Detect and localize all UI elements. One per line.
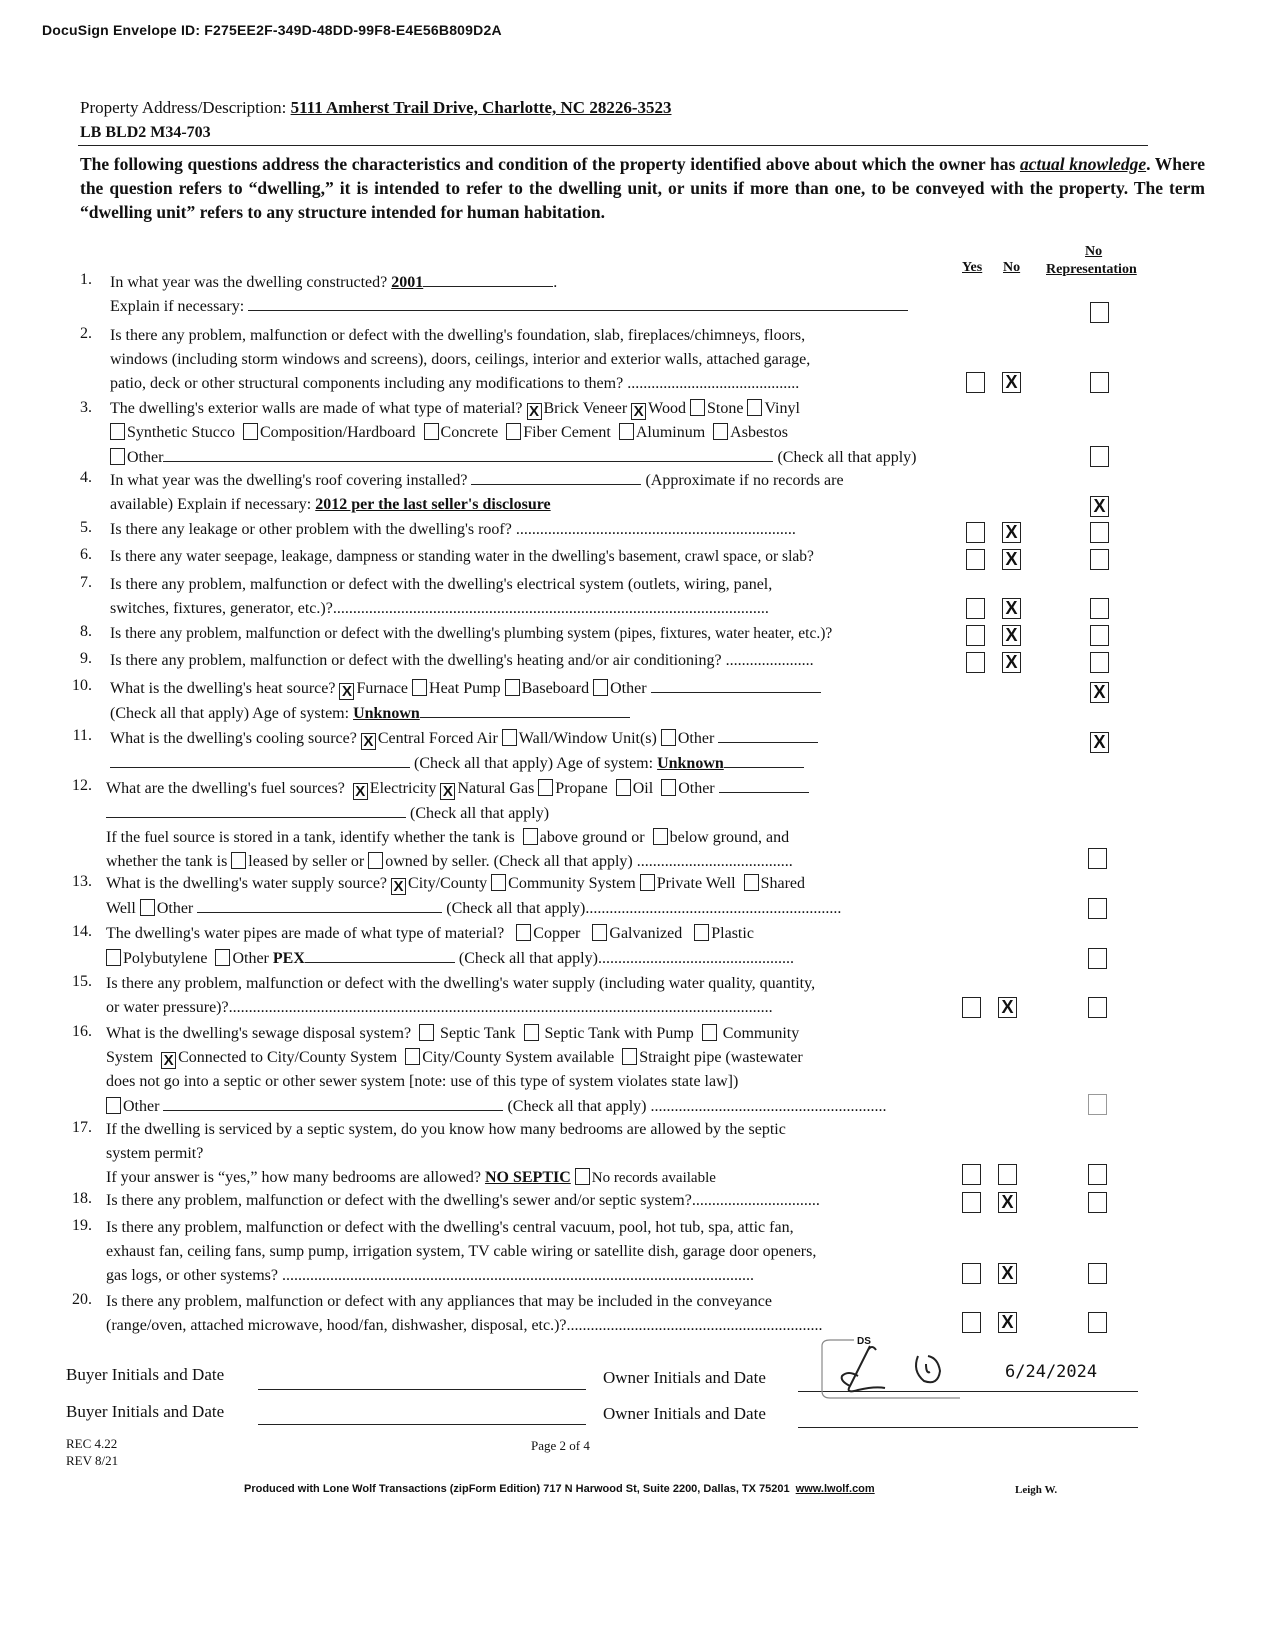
community-system-checkbox[interactable] bbox=[491, 874, 506, 891]
copper-checkbox[interactable] bbox=[516, 924, 531, 941]
q8-norep-checkbox[interactable] bbox=[1090, 625, 1109, 646]
q14-check-all: (Check all that apply)................................................. bbox=[458, 950, 794, 967]
q3-norep-checkbox[interactable] bbox=[1090, 446, 1109, 467]
owner-sign-date: 6/24/2024 bbox=[1005, 1362, 1098, 1382]
q7-text bbox=[110, 573, 945, 621]
natural-gas-checkbox[interactable]: X bbox=[440, 783, 455, 800]
q16-question: What is the dwelling's sewage disposal system? bbox=[106, 1025, 412, 1042]
q4-text bbox=[110, 468, 960, 517]
brick-veneer-checkbox[interactable]: X bbox=[527, 403, 542, 420]
q3-question: The dwelling's exterior walls are made of what type of material? bbox=[110, 400, 523, 417]
owner-initials-label-2: Owner Initials and Date bbox=[603, 1404, 766, 1423]
wood-label: Wood bbox=[648, 400, 686, 417]
q17-text bbox=[106, 1118, 951, 1190]
q2-no-checkbox[interactable]: X bbox=[1002, 372, 1021, 393]
q11-age: Unknown bbox=[657, 755, 724, 772]
property-address-value: 5111 Amherst Trail Drive, Charlotte, NC 28226-3523 bbox=[290, 98, 672, 117]
private-well-label: Private Well bbox=[656, 875, 736, 892]
q12-other-label: Other bbox=[678, 780, 715, 797]
q9-no-checkbox[interactable]: X bbox=[1002, 652, 1021, 673]
copper-label: Copper bbox=[533, 925, 581, 942]
property-address bbox=[80, 98, 671, 118]
q19-no-checkbox[interactable]: X bbox=[998, 1263, 1017, 1284]
q1-explain bbox=[110, 294, 908, 319]
q1-explain-line[interactable] bbox=[248, 294, 908, 311]
q20-text bbox=[106, 1290, 946, 1338]
q14-text bbox=[106, 922, 956, 971]
q12-check-all: (Check all that apply) bbox=[410, 805, 550, 822]
concrete-checkbox[interactable] bbox=[424, 423, 439, 440]
propane-label: Propane bbox=[555, 780, 608, 797]
oil-checkbox[interactable] bbox=[616, 779, 631, 796]
q15-line-1: Is there any problem, malfunction or defect with the dwelling's water supply (including water quality, quantity, bbox=[106, 975, 816, 992]
col-norep-header-1: No bbox=[1085, 244, 1103, 259]
electricity-label: Electricity bbox=[369, 780, 437, 797]
q3-other-label: Other bbox=[127, 449, 164, 466]
q2-line-2: windows (including storm windows and screens), doors, ceilings, interior and exterior walls, attached garage, bbox=[110, 351, 811, 368]
city-county-label: City/County bbox=[408, 875, 488, 892]
q19-yes-checkbox[interactable] bbox=[962, 1263, 981, 1284]
q14-norep-checkbox[interactable] bbox=[1088, 948, 1107, 969]
propane-checkbox[interactable] bbox=[538, 779, 553, 796]
heat-pump-checkbox[interactable] bbox=[412, 679, 427, 696]
q15-yes-checkbox[interactable] bbox=[962, 997, 981, 1018]
q7-yes-checkbox[interactable] bbox=[966, 598, 985, 619]
q4-norep-checkbox[interactable]: X bbox=[1090, 496, 1109, 517]
connected-city-sewer-checkbox[interactable]: X bbox=[161, 1052, 176, 1069]
community-system-label: Community System bbox=[508, 875, 636, 892]
q10-number: 10. bbox=[72, 677, 92, 694]
city-system-available-checkbox[interactable] bbox=[405, 1048, 420, 1065]
baseboard-checkbox[interactable] bbox=[505, 679, 520, 696]
q8-text: Is there any problem, malfunction or defect with the dwelling's plumbing system (pipes, fixtures, water heater, etc.)? bbox=[110, 625, 833, 642]
leased-label: leased by seller or bbox=[248, 853, 365, 870]
composition-label: Composition/Hardboard bbox=[259, 424, 416, 441]
owner-initials-line-2[interactable] bbox=[798, 1427, 1138, 1428]
furnace-label: Furnace bbox=[356, 680, 409, 697]
polybutylene-label: Polybutylene bbox=[123, 950, 208, 967]
user-initials: Leigh W. bbox=[1015, 1484, 1058, 1496]
q13-check-all: (Check all that apply)................................................................ bbox=[446, 900, 842, 917]
system-label: System bbox=[106, 1049, 154, 1066]
q14-other-label: Other bbox=[232, 950, 269, 967]
q17-yes-checkbox[interactable] bbox=[962, 1164, 981, 1185]
q2-yes-checkbox[interactable] bbox=[966, 372, 985, 393]
q1-norep-checkbox[interactable] bbox=[1090, 302, 1109, 323]
below-ground-label: below ground, and bbox=[669, 829, 790, 846]
q10-other-checkbox[interactable] bbox=[593, 679, 608, 696]
wall-unit-label: Wall/Window Unit(s) bbox=[518, 730, 657, 747]
q2-number: 2. bbox=[80, 325, 92, 342]
owner-initials-signature bbox=[820, 1336, 970, 1404]
q18-text: Is there any problem, malfunction or defect with the dwelling's sewer and/or septic system?................................ bbox=[106, 1192, 820, 1209]
q11-other-line-2[interactable] bbox=[110, 751, 410, 768]
q16-text bbox=[106, 1022, 951, 1119]
q5-no-checkbox[interactable]: X bbox=[1002, 522, 1021, 543]
q15-text bbox=[106, 972, 946, 1020]
q19-line-3: gas logs, or other systems? ...................................................................................................................... bbox=[106, 1267, 754, 1284]
form-revision: REV 8/21 bbox=[66, 1453, 119, 1468]
well-label: Well bbox=[106, 900, 136, 917]
vinyl-checkbox[interactable] bbox=[747, 399, 762, 416]
buyer-initials-line-2[interactable] bbox=[258, 1424, 586, 1425]
city-county-checkbox[interactable]: X bbox=[391, 878, 406, 895]
page-number: Page 2 of 4 bbox=[531, 1438, 590, 1453]
baseboard-label: Baseboard bbox=[521, 680, 590, 697]
q15-norep-checkbox[interactable] bbox=[1088, 997, 1107, 1018]
q20-no-checkbox[interactable]: X bbox=[998, 1312, 1017, 1333]
producer-footer bbox=[244, 1483, 875, 1495]
q12-norep-checkbox[interactable] bbox=[1088, 848, 1107, 869]
galvanized-label: Galvanized bbox=[609, 925, 683, 942]
docusign-envelope-id: DocuSign Envelope ID: F275EE2F-349D-48DD-99F8-E4E56B809D2A bbox=[42, 22, 502, 38]
q7-no-checkbox[interactable]: X bbox=[1002, 598, 1021, 619]
q14-other-checkbox[interactable] bbox=[215, 949, 230, 966]
heat-pump-label: Heat Pump bbox=[429, 680, 501, 697]
polybutylene-checkbox[interactable] bbox=[106, 949, 121, 966]
vinyl-label: Vinyl bbox=[764, 400, 800, 417]
q19-norep-checkbox[interactable] bbox=[1088, 1263, 1107, 1284]
q4-explain-label: available) Explain if necessary: bbox=[110, 496, 312, 513]
form-number: REC 4.22 bbox=[66, 1436, 118, 1451]
q11-text bbox=[110, 726, 960, 776]
q20-norep-checkbox[interactable] bbox=[1088, 1312, 1107, 1333]
q2-line-1: Is there any problem, malfunction or defect with the dwelling's foundation, slab, fireplaces/chimneys, floors, bbox=[110, 327, 806, 344]
septic-pump-checkbox[interactable] bbox=[524, 1024, 539, 1041]
plastic-checkbox[interactable] bbox=[694, 924, 709, 941]
fiber-cement-checkbox[interactable] bbox=[506, 423, 521, 440]
wall-unit-checkbox[interactable] bbox=[502, 729, 517, 746]
q17-norep-checkbox[interactable] bbox=[1088, 1164, 1107, 1185]
q15-number: 15. bbox=[72, 973, 92, 990]
q11-number: 11. bbox=[72, 727, 92, 744]
aluminum-checkbox[interactable] bbox=[619, 423, 634, 440]
property-description: LB BLD2 M34-703 bbox=[80, 124, 211, 141]
q19-text bbox=[106, 1216, 946, 1288]
q18-yes-checkbox[interactable] bbox=[962, 1192, 981, 1213]
fiber-cement-label: Fiber Cement bbox=[523, 424, 611, 441]
q3-text bbox=[110, 397, 960, 470]
q11-age-line bbox=[724, 751, 804, 768]
straight-pipe-label: Straight pipe (wastewater bbox=[639, 1049, 803, 1066]
buyer-initials-label-1: Buyer Initials and Date bbox=[66, 1365, 225, 1384]
q10-text bbox=[110, 676, 960, 726]
q9-norep-checkbox[interactable] bbox=[1090, 652, 1109, 673]
oil-label: Oil bbox=[632, 780, 654, 797]
septic-pump-label: Septic Tank with Pump bbox=[544, 1025, 694, 1042]
q12-question: What are the dwelling's fuel sources? bbox=[106, 780, 345, 797]
intro-text-1: The following questions address the characteristics and condition of the property identified above about which the owner has bbox=[80, 154, 1016, 174]
q11-question: What is the dwelling's cooling source? bbox=[110, 730, 357, 747]
below-ground-checkbox[interactable] bbox=[653, 828, 668, 845]
q8-number: 8. bbox=[80, 623, 92, 640]
q1-question: In what year was the dwelling constructed? bbox=[110, 274, 388, 291]
galvanized-checkbox[interactable] bbox=[592, 924, 607, 941]
q14-number: 14. bbox=[72, 923, 92, 940]
shared-checkbox[interactable] bbox=[744, 874, 759, 891]
col-yes-header: Yes bbox=[962, 260, 983, 275]
q10-other-label: Other bbox=[610, 680, 647, 697]
q16-note: does not go into a septic or other sewer system [note: use of this type of system violates state law]) bbox=[106, 1073, 739, 1090]
q7-line-2: switches, fixtures, generator, etc.)?............................................................................................................. bbox=[110, 600, 769, 617]
q12-text bbox=[106, 776, 956, 874]
q3-other-line[interactable] bbox=[163, 445, 773, 462]
no-records-label: No records available bbox=[591, 1170, 716, 1186]
q11-other-checkbox[interactable] bbox=[661, 729, 676, 746]
q7-line-1: Is there any problem, malfunction or defect with the dwelling's electrical system (outlets, wiring, panel, bbox=[110, 576, 773, 593]
q1-answer: 2001 bbox=[391, 274, 424, 291]
q10-age: Unknown bbox=[353, 705, 420, 722]
q18-number: 18. bbox=[72, 1190, 92, 1207]
property-label: Property Address/Description: bbox=[80, 98, 287, 117]
central-forced-air-checkbox[interactable]: X bbox=[361, 733, 376, 750]
q12-other-line[interactable] bbox=[719, 776, 809, 793]
owned-label: owned by seller. (Check all that apply) ....................................... bbox=[385, 853, 793, 870]
q17-line-1: If the dwelling is serviced by a septic system, do you know how many bedrooms are allowed by the septic bbox=[106, 1121, 786, 1138]
septic-tank-checkbox[interactable] bbox=[419, 1024, 434, 1041]
brick-veneer-label: Brick Veneer bbox=[543, 400, 628, 417]
community-sewer-label: Community bbox=[722, 1025, 800, 1042]
q17-line-3: If your answer is “yes,” how many bedrooms are allowed? bbox=[106, 1169, 481, 1186]
plastic-label: Plastic bbox=[711, 925, 754, 942]
owner-initials-label-1: Owner Initials and Date bbox=[603, 1368, 766, 1387]
q7-number: 7. bbox=[80, 574, 92, 591]
q10-other-line[interactable] bbox=[651, 676, 821, 693]
q13-other-label: Other bbox=[156, 900, 194, 917]
concrete-label: Concrete bbox=[440, 424, 499, 441]
central-forced-air-label: Central Forced Air bbox=[377, 730, 498, 747]
q6-text: Is there any water seepage, leakage, dampness or standing water in the dwelling's basement, crawl space, or slab? bbox=[110, 548, 814, 565]
q17-number: 17. bbox=[72, 1119, 92, 1136]
q1-number: 1. bbox=[80, 271, 92, 288]
aluminum-label: Aluminum bbox=[635, 424, 706, 441]
community-sewer-checkbox[interactable] bbox=[702, 1024, 717, 1041]
q11-age-label: (Check all that apply) Age of system: bbox=[414, 755, 654, 772]
q4-number: 4. bbox=[80, 469, 92, 486]
q16-other-line[interactable] bbox=[163, 1094, 503, 1111]
q9-yes-checkbox[interactable] bbox=[966, 652, 985, 673]
electricity-checkbox[interactable]: X bbox=[353, 783, 368, 800]
q6-no-checkbox[interactable]: X bbox=[1002, 549, 1021, 570]
q5-yes-checkbox[interactable] bbox=[966, 522, 985, 543]
q4-answer: 2012 per the last seller's disclosure bbox=[315, 496, 551, 513]
q20-number: 20. bbox=[72, 1291, 92, 1308]
stone-label: Stone bbox=[707, 400, 744, 417]
q10-age-label: (Check all that apply) Age of system: bbox=[110, 705, 350, 722]
q3-number: 3. bbox=[80, 399, 92, 416]
q12-number: 12. bbox=[72, 777, 92, 794]
col-no-header: No bbox=[1003, 260, 1021, 275]
owned-checkbox[interactable] bbox=[368, 852, 383, 869]
q17-line-2: system permit? bbox=[106, 1145, 204, 1162]
q5-text: Is there any leakage or other problem with the dwelling's roof? ...................................................................... bbox=[110, 521, 796, 538]
q6-norep-checkbox[interactable] bbox=[1090, 549, 1109, 570]
private-well-checkbox[interactable] bbox=[640, 874, 655, 891]
intro-emphasis: actual knowledge bbox=[1019, 154, 1147, 174]
no-records-checkbox[interactable] bbox=[575, 1168, 590, 1185]
intro-paragraph bbox=[80, 152, 1205, 224]
q10-question: What is the dwelling's heat source? bbox=[110, 680, 336, 697]
q8-no-checkbox[interactable]: X bbox=[1002, 625, 1021, 646]
q16-check-all: (Check all that apply) ........................................................... bbox=[507, 1098, 887, 1115]
q12-other-line-2[interactable] bbox=[106, 801, 406, 818]
straight-pipe-checkbox[interactable] bbox=[622, 1048, 637, 1065]
q7-norep-checkbox[interactable] bbox=[1090, 598, 1109, 619]
q3-other-checkbox[interactable] bbox=[110, 448, 125, 465]
q16-norep-checkbox[interactable] bbox=[1088, 1094, 1107, 1115]
q14-other-value: PEX bbox=[272, 950, 305, 967]
composition-checkbox[interactable] bbox=[243, 423, 258, 440]
q14-question: The dwelling's water pipes are made of what type of material? bbox=[106, 925, 505, 942]
synthetic-stucco-checkbox[interactable] bbox=[110, 423, 125, 440]
q16-number: 16. bbox=[72, 1023, 92, 1040]
q2-norep-checkbox[interactable] bbox=[1090, 372, 1109, 393]
connected-city-sewer-label: Connected to City/County System bbox=[178, 1049, 398, 1066]
q18-norep-checkbox[interactable] bbox=[1088, 1192, 1107, 1213]
q2-line-3: patio, deck or other structural components including any modifications to them? ........................................... bbox=[110, 375, 800, 392]
stone-checkbox[interactable] bbox=[690, 399, 705, 416]
q16-other-checkbox[interactable] bbox=[106, 1097, 121, 1114]
q16-other-label: Other bbox=[123, 1098, 160, 1115]
above-ground-label: above ground or bbox=[539, 829, 645, 846]
q5-number: 5. bbox=[80, 519, 92, 536]
q19-line-1: Is there any problem, malfunction or defect with the dwelling's central vacuum, pool, hot tub, spa, attic fan, bbox=[106, 1219, 794, 1236]
asbestos-label: Asbestos bbox=[730, 424, 788, 441]
q1-text: In what year was the dwelling constructed? 2001 . bbox=[110, 270, 557, 295]
q13-number: 13. bbox=[72, 873, 92, 890]
q13-other-line[interactable] bbox=[197, 896, 442, 913]
natural-gas-label: Natural Gas bbox=[457, 780, 535, 797]
furnace-checkbox[interactable]: X bbox=[339, 683, 354, 700]
q12-tank-owner: whether the tank is bbox=[106, 853, 228, 870]
address-rule bbox=[78, 145, 1148, 146]
col-norep-header-2: Representation bbox=[1046, 262, 1137, 277]
q12-tank-question: If the fuel source is stored in a tank, identify whether the tank is bbox=[106, 829, 515, 846]
q6-number: 6. bbox=[80, 546, 92, 563]
asbestos-checkbox[interactable] bbox=[713, 423, 728, 440]
q4-approx: (Approximate if no records are bbox=[645, 472, 844, 489]
q8-yes-checkbox[interactable] bbox=[966, 625, 985, 646]
q15-line-2: or water pressure)?........................................................................................................................................ bbox=[106, 999, 773, 1016]
above-ground-checkbox[interactable] bbox=[523, 828, 538, 845]
leased-checkbox[interactable] bbox=[231, 852, 246, 869]
q3-check-all: (Check all that apply) bbox=[777, 449, 917, 466]
q18-no-checkbox[interactable]: X bbox=[998, 1192, 1017, 1213]
city-system-available-label: City/County System available bbox=[422, 1049, 615, 1066]
q1-line bbox=[423, 270, 553, 287]
q14-other-line bbox=[305, 946, 455, 963]
buyer-initials-label-2: Buyer Initials and Date bbox=[66, 1402, 225, 1421]
q10-norep-checkbox[interactable]: X bbox=[1090, 682, 1109, 703]
q11-other-line[interactable] bbox=[718, 726, 818, 743]
q17-no-checkbox[interactable] bbox=[998, 1164, 1017, 1185]
q12-other-checkbox[interactable] bbox=[661, 779, 676, 796]
q1-explain-label: Explain if necessary: bbox=[110, 298, 245, 315]
docusign-ds-label: DS bbox=[857, 1336, 871, 1347]
q4-question: In what year was the dwelling's roof covering installed? bbox=[110, 472, 468, 489]
q11-other-label: Other bbox=[677, 730, 715, 747]
q13-other-checkbox[interactable] bbox=[140, 899, 155, 916]
q17-answer: NO SEPTIC bbox=[484, 1169, 571, 1186]
q6-yes-checkbox[interactable] bbox=[966, 549, 985, 570]
q19-line-2: exhaust fan, ceiling fans, sump pump, irrigation system, TV cable wiring or satellite dish, garage door openers, bbox=[106, 1243, 817, 1260]
q11-norep-checkbox[interactable]: X bbox=[1090, 732, 1109, 753]
q10-age-line bbox=[420, 701, 630, 718]
q20-line-2: (range/oven, attached microwave, hood/fan, dishwasher, disposal, etc.)?................................................................ bbox=[106, 1317, 823, 1334]
q4-year-line[interactable] bbox=[471, 468, 641, 485]
intro-text-2: . Where the question refers to “dwelling,” it is intended to refer to the dwelling unit, or units if more than one, to be conveyed with the property. The term “dwelling unit” refers to any structure intended for human habitation. bbox=[80, 154, 1206, 222]
q20-yes-checkbox[interactable] bbox=[962, 1312, 981, 1333]
q15-no-checkbox[interactable]: X bbox=[998, 997, 1017, 1018]
q13-norep-checkbox[interactable] bbox=[1088, 898, 1107, 919]
shared-label: Shared bbox=[760, 875, 806, 892]
synthetic-stucco-label: Synthetic Stucco bbox=[127, 424, 235, 441]
buyer-initials-line-1[interactable] bbox=[258, 1389, 586, 1390]
lwolf-link[interactable]: www.lwolf.com bbox=[795, 1483, 875, 1495]
q13-text bbox=[106, 872, 956, 921]
q9-text: Is there any problem, malfunction or defect with the dwelling's heating and/or air conditioning? ...................... bbox=[110, 652, 814, 669]
wood-checkbox[interactable]: X bbox=[631, 403, 646, 420]
producer-text: Produced with Lone Wolf Transactions (zipForm Edition) 717 N Harwood St, Suite 2200, Dallas, TX 75201 bbox=[244, 1483, 790, 1495]
septic-tank-label: Septic Tank bbox=[440, 1025, 516, 1042]
q2-text bbox=[110, 324, 950, 396]
q20-line-1: Is there any problem, malfunction or defect with any appliances that may be included in the conveyance bbox=[106, 1293, 772, 1310]
q5-norep-checkbox[interactable] bbox=[1090, 522, 1109, 543]
q19-number: 19. bbox=[72, 1217, 92, 1234]
q9-number: 9. bbox=[80, 650, 92, 667]
q13-question: What is the dwelling's water supply source? bbox=[106, 875, 388, 892]
